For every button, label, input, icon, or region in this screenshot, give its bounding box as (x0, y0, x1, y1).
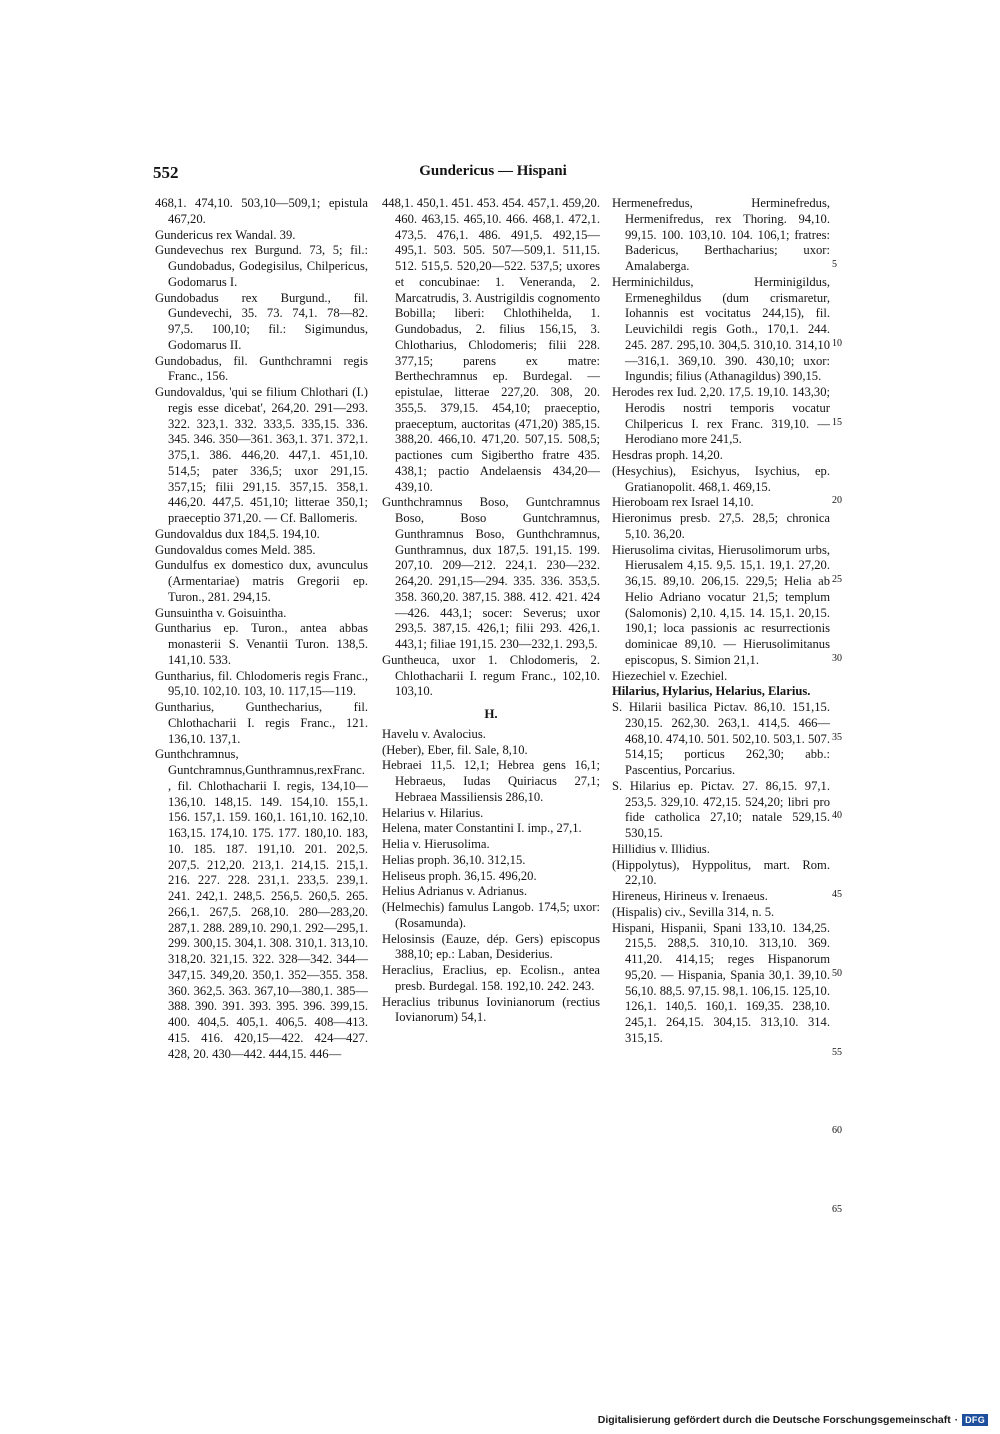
index-entry: Gundovaldus dux 184,5. 194,10. (155, 526, 320, 541)
line-number: 40 (832, 810, 842, 822)
index-entry-bold: Hilarius, Hylarius, Helarius, Elarius. (612, 684, 811, 699)
line-number: 35 (832, 731, 842, 743)
index-entry: Gunsuintha v. Goisuintha. (155, 605, 287, 620)
line-number: 65 (832, 1204, 842, 1215)
index-column-2 (382, 196, 600, 1026)
line-number-margin (832, 196, 850, 1296)
index-entry: Hireneus, Hirineus v. Irenaeus. (612, 889, 768, 903)
index-column-1 (155, 196, 368, 1062)
digitization-credit (598, 1414, 988, 1426)
line-number: 30 (832, 652, 842, 664)
index-entry: (Heber), Eber, fil. Sale, 8,10. (382, 742, 528, 757)
index-entry: Helia v. Hierusolima. (382, 837, 490, 851)
index-entry: Herminichildus, Herminigildus, Ermeneghildus (dum crismaretur, Iohannis est vocitatus 244,15), fil. Leuvichildi regis Goth., 170,1. 244. 245. 287. 295,10. 304,5. 310,10. 314,10—316,1. 369,10. 390. 430,10; uxor: Ingundis; filius (Athanagildus) 390,15. (612, 274, 830, 384)
index-entry: (Hippolytus), Hyppolitus, mart. Rom. 22,10. (612, 857, 830, 888)
index-entry: Helena, mater Constantini I. imp., 27,1. (382, 821, 582, 836)
index-entry: Helius Adrianus v. Adrianus. (382, 884, 528, 899)
index-entry: Gunthchramnus, Guntchramnus,Gunthramnus,rexFranc., fil. Chlothacharii I. regis, 134,10—136,10. 148,15. 149. 154,10. 155,1. 156. 157,1. 159. 160,1. 161,10. 162,10. 163,15. 174,10. 175. 177. 180,10. 183, 10. 185. 187. 191,10. 201. 202,5. 207,5. 212,20. 213,1. 214,15. 215,1. 216. 227. 228. 231,1. 233,5. 239,1. 241. 242,1. 248,5. 256,5. 260,5. 265. 266,1. 267,5. 268,10. 280—283,20. 287,1. 288. 289,10. 290,1. 292—295,1. 299. 300,15. 304,1. 308. 310,1. 313,10. 318,20. 321,15. 322. 328—342. 344—347,15. 349,20. 350,1. 352—355. 358. 360. 362,5. 363. 367,10—380,1. 385—388. 390. 391. 393. 395. 396. 399,15. 400. 404,5. 405,1. 406,5. 408—413. 415. 416. 420,15—422. 424—427. 428, 20. 430—442. 444,15. 446— (155, 747, 368, 1061)
index-entry: (Helmechis) famulus Langob. 174,5; uxor: (Rosamunda). (382, 900, 600, 930)
index-entry: Hermenefredus, Herminefredus, Hermenifredus, rex Thoring. 94,10. 99,15. 100. 103,10. 104. 106,1; fratres: Badericus, Berthacharius; uxor: Amalaberga. (612, 196, 830, 273)
index-entry: Havelu v. Avalocius. (382, 726, 486, 741)
line-number: 10 (832, 337, 842, 349)
index-entry: Gundovaldus comes Meld. 385. (155, 542, 316, 557)
line-number: 20 (832, 495, 842, 507)
line-number: 5 (832, 259, 837, 270)
line-number: 25 (832, 574, 842, 585)
index-entry: Hieronimus presb. 27,5. 28,5; chronica 5,10. 36,20. (612, 511, 830, 541)
line-number: 15 (832, 416, 842, 428)
index-entry: Hillidius v. Illidius. (612, 841, 710, 856)
index-entry: Guntharius ep. Turon., antea abbas monasterii S. Venantii Turon. 138,5. 141,10. 533. (155, 621, 368, 667)
index-entry: Heraclius, Eraclius, ep. Ecolisn., antea presb. Burdegal. 158. 192,10. 242. 243. (382, 963, 600, 993)
index-entry: Guntheuca, uxor 1. Chlodomeris, 2. Chlothacharii I. regum Franc., 102,10. 103,10. (382, 652, 600, 699)
index-entry: Guntharius, fil. Chlodomeris regis Franc., 95,10. 102,10. 103, 10. 117,15—119. (155, 668, 368, 699)
index-entry: Heraclius tribunus Iovinianorum (rectius Iovianorum) 54,1. (382, 994, 600, 1025)
running-title: Gundericus — Hispani (419, 163, 567, 179)
index-entry: S. Hilarius ep. Pictav. 27. 86,15. 97,1. 253,5. 329,10. 472,15. 524,20; libri pro fide catholica 27,10; natale 529,15. 530,15. (612, 778, 830, 840)
index-column-3 (612, 196, 830, 1047)
index-entry: Gundobadus rex Burgund., fil. Gundevechi, 35. 73. 74,1. 78—82. 97,5. 100,10; fil.: Sigimundus, Godomarus II. (155, 290, 368, 352)
index-entry: Gundericus rex Wandal. 39. (155, 227, 296, 242)
index-entry: (Hispalis) civ., Sevilla 314, n. 5. (612, 904, 775, 919)
section-letter-h: H. (484, 706, 498, 721)
index-entry: Hebraei 11,5. 12,1; Hebrea gens 16,1; Hebraeus, Iudas Quiriacus 27,1; Hebraea Massiliensis 286,10. (382, 758, 600, 804)
index-entry: Gundovaldus, 'qui se filium Chlothari (I.) regis esse dicebat', 264,20. 291—293. 322. 323,1. 332. 333,5. 335,15. 336. 345. 346. 350—361. 363,1. 371. 372,1. 375,1. 386. 446,20. 447,1. 451,10. 514,5; pater 336,5; uxor 291,15. 357,15; filii 291,15. 357,15. 358,1. 446,20. 447,5. 451,10; litterae 350,1; praeceptio 371,20. — Cf. Ballomeris. (155, 385, 368, 525)
index-entry: Herodes rex Iud. 2,20. 17,5. 19,10. 143,30; Herodis nostri temporis vocatur Chilpericus I. rex Franc. 319,10. — Herodiano more 241,5. (612, 385, 830, 447)
separator-dot: · (954, 1414, 959, 1426)
index-entry: 448,1. 450,1. 451. 453. 454. 457,1. 459,20. 460. 463,15. 465,10. 466. 468,1. 472,1. 473,5. 476,1. 486. 491,5. 492,15—495,1. 503. 505. 507—509,1. 511,15. 512. 515,5. 520,20—522. 537,5; uxores et concubinae: 1. Veneranda, 2. Marcatrudis, 3. Austrigildis cognomento Bobilla; liberi: Chlothihelda, 1. Gundobadus, 2. filius 156,15, 3. Chlotharius, Chlodomeris; filii 228. 377,15; parens ex matre: Berthechramnus ep. Burdegal. — epistulae, litterae 227,20. 308, 20. 355,5. 379,15. 454,10; praeceptio, praeceptum, auctoritas (471,20) 385,15. 388,20. 466,10. 471,20. 507,15. 508,5; pactiones cum Sigibertho fratre 435. 438,1; pactio Andelaensis 434,20—439,10. (382, 196, 600, 494)
index-entry: Hesdras proph. 14,20. (612, 448, 723, 462)
dfg-logo-icon: DFG (962, 1414, 988, 1426)
index-entry: Hieroboam rex Israel 14,10. (612, 495, 754, 510)
index-entry: Hierusolima civitas, Hierusolimorum urbs, Hierusalem 4,15. 9,5. 15,1. 19,1. 27,20. 36,15. 89,10. 206,15. 229,5; Helia ab Helio Adriano vocatur 21,5; templum (Salomonis) 2,10. 4,15. 14. 15,1. 20,15. 190,1; loca passionis ac resurrectionis dominicae 89,10. — Hierusolimitanus episcopus, S. Simion 21,1. (612, 542, 830, 667)
line-number: 50 (832, 967, 842, 979)
index-entry: S. Hilarii basilica Pictav. 86,10. 151,15. 230,15. 262,30. 263,1. 414,5. 466—468,10. 474,10. 501. 502,10. 503,1. 507. 514,15; porticus 262,30; abb.: Pascentius, Porcarius. (612, 700, 830, 777)
index-entry: Helosinsis (Eauze, dép. Gers) episcopus 388,10; ep.: Laban, Desiderius. (382, 931, 600, 962)
index-entry: 468,1. 474,10. 503,10—509,1; epistula 467,20. (155, 196, 368, 226)
index-entry: Gundevechus rex Burgund. 73, 5; fil.: Gundobadus, Godegisilus, Chilpericus, Godomarus I. (155, 243, 368, 289)
line-number: 60 (832, 1125, 842, 1137)
index-entry: Helarius v. Hilarius. (382, 805, 484, 820)
index-entry: Hispani, Hispanii, Spani 133,10. 134,25. 215,5. 288,5. 310,10. 313,10. 369. 411,20. 414,15; reges Hispanorum 95,20. — Hispania, Spania 30,1. 39,10. 56,10. 88,5. 97,15. 98,1. 106,15. 125,10. 126,1. 140,5. 160,1. 169,35. 238,10. 245,1. 264,15. 304,15. 313,10. 314. 315,15. (612, 920, 830, 1045)
index-entry: Gundobadus, fil. Gunthchramni regis Franc., 156. (155, 353, 368, 384)
credit-text: Digitalisierung gefördert durch die Deutsche Forschungsgemeinschaft (597, 1414, 951, 1426)
index-entry: Gunthchramnus Boso, Guntchramnus Boso, Boso Guntchramnus, Gunthramnus Boso, Gunthchramnus, Gunthramnus, dux 187,5. 191,15. 199. 207,10. 209—212. 224,1. 230—232. 264,20. 291,15—294. 335. 336. 353,5. 358. 360,20. 387,15. 388. 412. 421. 424—426. 443,1; socer: Severus; uxor 293,5. 387,15. 426,1; filii 293. 426,1. 443,1; filiae 191,15. 230—232,1. 293,5. (382, 495, 600, 651)
index-entry: (Hesychius), Esichyus, Isychius, ep. Gratianopolit. 468,1. 469,15. (612, 463, 830, 494)
index-entry: Gundulfus ex domestico dux, avunculus (Armentariae) matris Gregorii ep. Turon., 281. 294,15. (155, 558, 368, 604)
line-number: 55 (832, 1046, 842, 1058)
page-number: 552 (153, 163, 179, 182)
index-entry: Helias proph. 36,10. 312,15. (382, 852, 526, 867)
index-entry: Heliseus proph. 36,15. 496,20. (382, 868, 537, 883)
line-number: 45 (832, 889, 842, 900)
index-entry: Hiezechiel v. Ezechiel. (612, 668, 728, 683)
index-entry: Guntharius, Gunthecharius, fil. Chlothacharii I. regis Franc., 121. 136,10. 137,1. (155, 700, 368, 746)
